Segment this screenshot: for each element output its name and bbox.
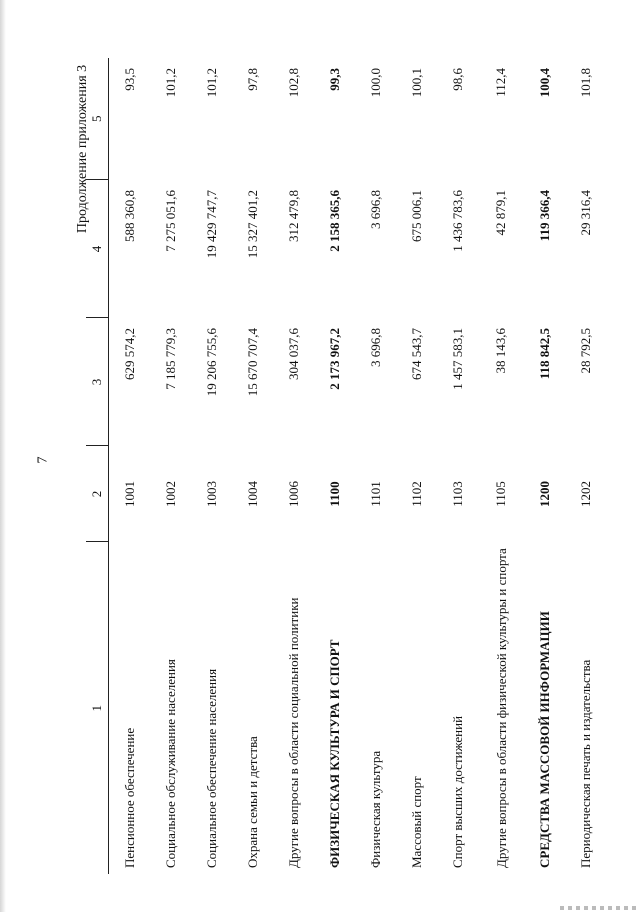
row-value-col4: 588 360,8 (121, 190, 137, 242)
row-code: 1004 (244, 481, 260, 507)
row-value-col3: 38 143,6 (493, 328, 508, 374)
row-value-col5: 101,2 (203, 68, 219, 98)
row-value-col5: 99,3 (326, 68, 342, 91)
row-value-col3: 15 670 707,4 (244, 328, 260, 397)
row-value-col3: 2 173 967,2 (326, 328, 342, 390)
row-code: 1200 (536, 481, 552, 507)
row-value-col3: 19 206 755,6 (203, 328, 219, 397)
row-value-col4: 2 158 365,6 (326, 190, 342, 252)
row-value-col5: 102,8 (285, 68, 301, 98)
row-name: Массовый спорт (409, 776, 424, 868)
row-code: 1002 (162, 481, 178, 507)
row-value-col4: 1 436 783,6 (449, 190, 465, 252)
row-value-col3: 674 543,7 (408, 328, 424, 380)
scan-edge (0, 0, 6, 912)
row-name: Другие вопросы в области социальной политики (286, 597, 301, 868)
row-value-col3: 7 185 779,3 (162, 328, 178, 390)
table-row (524, 58, 565, 874)
table-row (437, 58, 478, 874)
rotated-table (86, 58, 612, 874)
budget-table (86, 58, 606, 874)
header-col-1: 1 (86, 542, 109, 874)
row-code: 1006 (285, 481, 301, 507)
row-value-col5: 101,8 (577, 68, 593, 98)
row-value-col3: 118 842,5 (536, 328, 552, 380)
row-name: Физическая культура (368, 750, 383, 868)
row-name: Социальное обеспечение населения (204, 668, 219, 868)
table-body (109, 58, 607, 874)
table-row (565, 58, 606, 874)
row-value-col3: 1 457 583,1 (449, 328, 465, 390)
row-value-col5: 100,0 (367, 68, 383, 98)
row-value-col3: 629 574,2 (121, 328, 137, 380)
table-row (232, 58, 273, 874)
row-value-col5: 100,4 (536, 68, 552, 98)
scan-artifact (560, 906, 640, 910)
row-value-col5: 101,2 (162, 68, 178, 98)
continuation-label: Продолжение приложения 3 (75, 64, 90, 234)
row-name: Охрана семьи и детства (245, 736, 260, 868)
row-code: 1101 (367, 481, 383, 507)
table-row (273, 58, 314, 874)
row-code: 1202 (577, 481, 593, 507)
row-value-col5: 98,6 (449, 68, 465, 91)
row-code: 1100 (326, 481, 342, 507)
row-name: Спорт высших достижений (450, 715, 465, 868)
table-row (191, 58, 232, 874)
row-value-col4: 15 327 401,2 (244, 190, 260, 259)
header-col-3: 3 (86, 318, 109, 446)
table-row (478, 58, 524, 874)
row-value-col3: 28 792,5 (577, 328, 593, 374)
row-code: 1001 (121, 481, 137, 507)
row-name: Другие вопросы в области физической культуры и спорта (493, 548, 509, 868)
row-value-col4: 312 479,8 (285, 190, 301, 242)
table-container (86, 58, 612, 874)
row-name: Пенсионное обеспечение (122, 727, 137, 868)
page-number: 7 (35, 456, 51, 464)
table-row (109, 58, 151, 874)
header-col-2: 2 (86, 446, 109, 542)
row-value-col3: 304 037,6 (285, 328, 301, 380)
row-name: Периодическая печать и издательства (578, 659, 593, 868)
table-row (355, 58, 396, 874)
row-name: ФИЗИЧЕСКАЯ КУЛЬТУРА И СПОРТ (327, 639, 342, 868)
row-value-col4: 29 316,4 (577, 190, 593, 236)
row-code: 1003 (203, 481, 219, 507)
table-row (396, 58, 437, 874)
row-value-col4: 3 696,8 (367, 190, 383, 229)
header-col-4: 4 (86, 180, 109, 318)
row-value-col3: 3 696,8 (367, 328, 383, 367)
row-value-col4: 19 429 747,7 (203, 190, 219, 259)
row-value-col5: 93,5 (121, 68, 137, 91)
table-row (314, 58, 355, 874)
row-value-col4: 675 006,1 (408, 190, 424, 242)
row-value-col5: 100,1 (408, 68, 424, 98)
row-code: 1105 (493, 481, 508, 507)
row-value-col4: 42 879,1 (493, 190, 508, 236)
row-code: 1103 (449, 481, 465, 507)
header-col-5: 5 (86, 58, 109, 180)
row-value-col4: 119 366,4 (536, 190, 552, 242)
table-header-row (86, 58, 109, 874)
row-name: Социальное обслуживание населения (163, 659, 178, 868)
row-value-col4: 7 275 051,6 (162, 190, 178, 252)
row-name: СРЕДСТВА МАССОВОЙ ИНФОРМАЦИИ (537, 611, 552, 868)
table-row (150, 58, 191, 874)
row-value-col5: 97,8 (244, 68, 260, 91)
row-code: 1102 (408, 481, 424, 507)
row-value-col5: 112,4 (493, 68, 508, 97)
